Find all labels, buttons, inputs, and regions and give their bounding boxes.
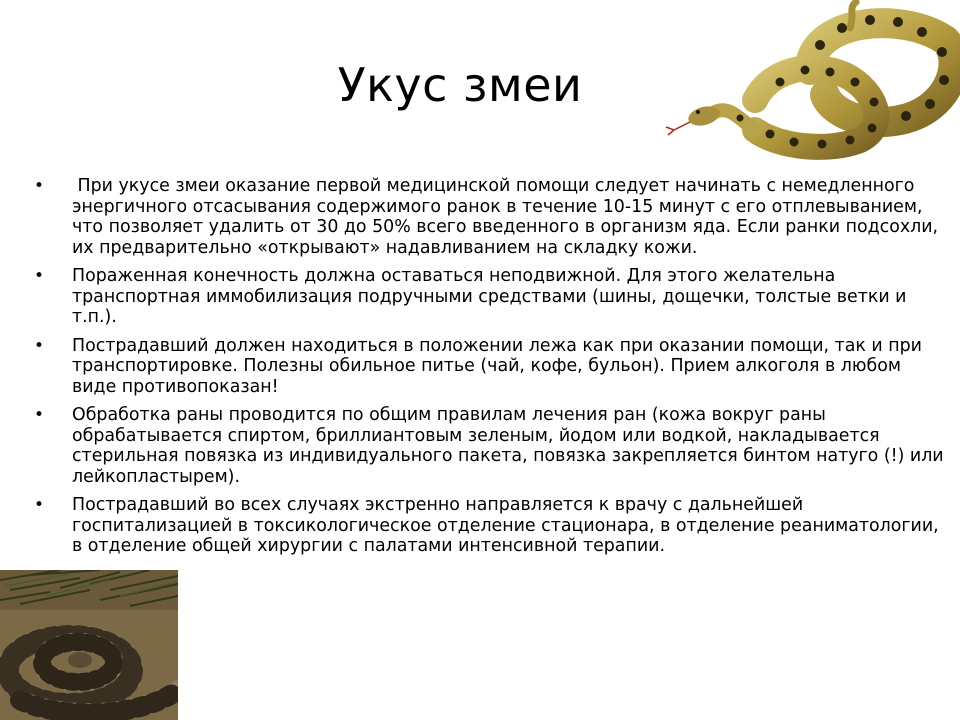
slide-title: Укус змеи	[337, 58, 583, 112]
bullet-text: Обработка раны проводится по общим правилам лечения ран (кожа вокруг раны обрабатывается спиртом, бриллиантовым зеленым, йодом или водкой, накладывается стерильная повязка из индивидуального пакета, повязка закрепляется бинтом натуго (!) или лейкопластырем).	[72, 405, 944, 487]
viper-photo-icon	[0, 570, 178, 720]
bullet-item	[34, 336, 944, 398]
bullet-dot-icon: •	[34, 405, 45, 425]
bullet-text: Пораженная конечность должна оставаться неподвижной. Для этого желательна транспортная иммобилизация подручными средствами (шины, дощечки, толстые ветки и т.п.).	[72, 266, 907, 327]
snake-illustration-icon	[660, 0, 960, 160]
bullet-dot-icon: •	[34, 495, 45, 515]
bullet-text: Пострадавший должен находиться в положении лежа как при оказании помощи, так и при транспортировке. Полезны обильное питье (чай, кофе, бульон). Прием алкоголя в любом виде противопоказан!	[72, 335, 922, 397]
bullet-dot-icon: •	[34, 176, 45, 196]
bullet-dot-icon: •	[34, 266, 45, 286]
bullet-item	[34, 405, 944, 487]
bullet-text: При укусе змеи оказание первой медицинской помощи следует начинать с немедленного энергичного отсасывания содержимого ранок в течение 10-15 минут с его отплевыванием, что позволяет удалить от 30 до 50% всего введенного в организм яда. Если ранки подсохли, их предварительно «открывают» надавливанием на складку кожи.	[72, 176, 944, 258]
bullet-item	[34, 495, 944, 557]
bullet-dot-icon: •	[34, 335, 45, 356]
bullet-item	[34, 176, 944, 258]
bullet-item	[34, 266, 944, 328]
bullet-text: Пострадавший во всех случаях экстренно направляется к врачу с дальнейшей госпитализацией в токсикологическое отделение стационара, в отделение реаниматологии, в отделение общей хирургии с палатами интенсивной терапии.	[72, 495, 939, 556]
bullet-list	[34, 176, 944, 565]
